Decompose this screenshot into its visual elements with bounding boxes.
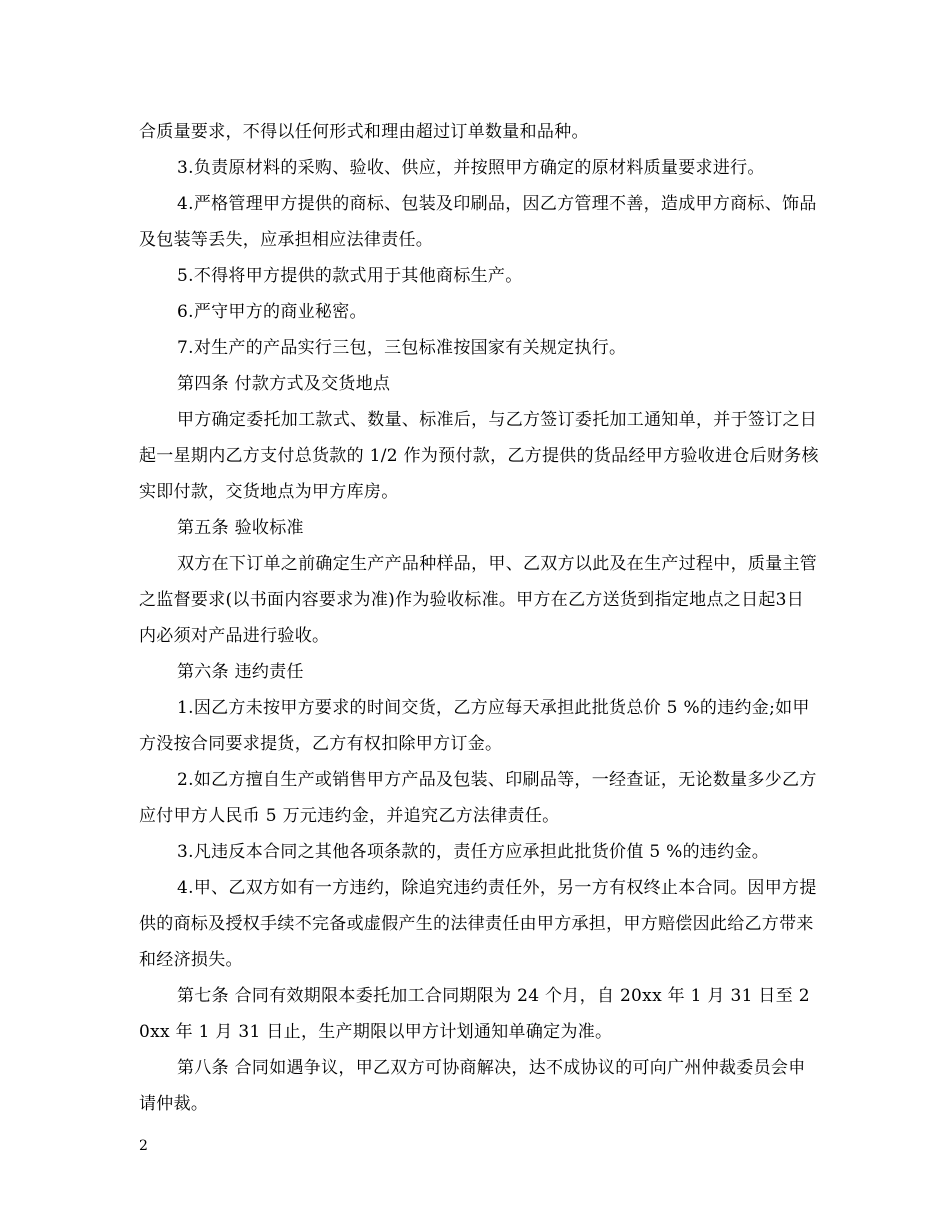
paragraph: 7.对生产的产品实行三包，三包标准按国家有关规定执行。 — [177, 338, 627, 358]
paragraph: 3.负责原材料的采购、验收、供应，并按照甲方确定的原材料质量要求进行。 — [177, 158, 765, 178]
paragraph: 6.严守甲方的商业秘密。 — [177, 302, 367, 322]
paragraph: 4.严格管理甲方提供的商标、包装及印刷品，因乙方管理不善，造成甲方商标、饰品及包装等丢失，应承担相应法律责任。 — [139, 194, 817, 250]
paragraph: 4.甲、乙双方如有一方违约，除追究违约责任外，另一方有权终止本合同。因甲方提供的商标及授权手续不完备或虚假产生的法律责任由甲方承担，甲方赔偿因此给乙方带来和经济损失。 — [139, 878, 817, 970]
section-heading: 第六条 违约责任 — [177, 662, 304, 682]
paragraph: 第七条 合同有效期限本委托加工合同期限为 24 个月，自 20xx 年 1 月 31 日至 20xx 年 1 月 31 日止，生产期限以甲方计划通知单确定为准。 — [139, 986, 810, 1042]
paragraph: 合质量要求，不得以任何形式和理由超过订单数量和品种。 — [139, 122, 589, 142]
paragraph: 5.不得将甲方提供的款式用于其他商标生产。 — [177, 266, 523, 286]
paragraph: 3.凡违反本合同之其他各项条款的，责任方应承担此批货价值 5 %的违约金。 — [177, 842, 770, 862]
paragraph: 双方在下订单之前确定生产产品种样品，甲、乙双方以此及在生产过程中，质量主管之监督要求(以书面内容要求为准)作为验收标准。甲方在乙方送货到指定地点之日起3日内必须对产品进行验收。 — [139, 554, 818, 646]
page-number: 2 — [139, 1138, 148, 1154]
section-heading: 第五条 验收标准 — [177, 518, 304, 538]
paragraph: 1.因乙方未按甲方要求的时间交货，乙方应每天承担此批货总价 5 %的违约金;如甲方没按合同要求提货，乙方有权扣除甲方订金。 — [139, 698, 810, 754]
paragraph: 甲方确定委托加工款式、数量、标准后，与乙方签订委托加工通知单，并于签订之日起一星期内乙方支付总货款的 1/2 作为预付款，乙方提供的货品经甲方验收进仓后财务核实即付款，交货地点为甲方库房。 — [139, 410, 819, 502]
section-heading: 第四条 付款方式及交货地点 — [177, 374, 391, 394]
paragraph: 第八条 合同如遇争议，甲乙双方可协商解决，达不成协议的可向广州仲裁委员会申请仲裁。 — [139, 1058, 806, 1114]
paragraph: 2.如乙方擅自生产或销售甲方产品及包装、印刷品等，一经查证，无论数量多少乙方应付甲方人民币 5 万元违约金，并追究乙方法律责任。 — [139, 770, 817, 826]
document-body — [139, 114, 819, 1122]
